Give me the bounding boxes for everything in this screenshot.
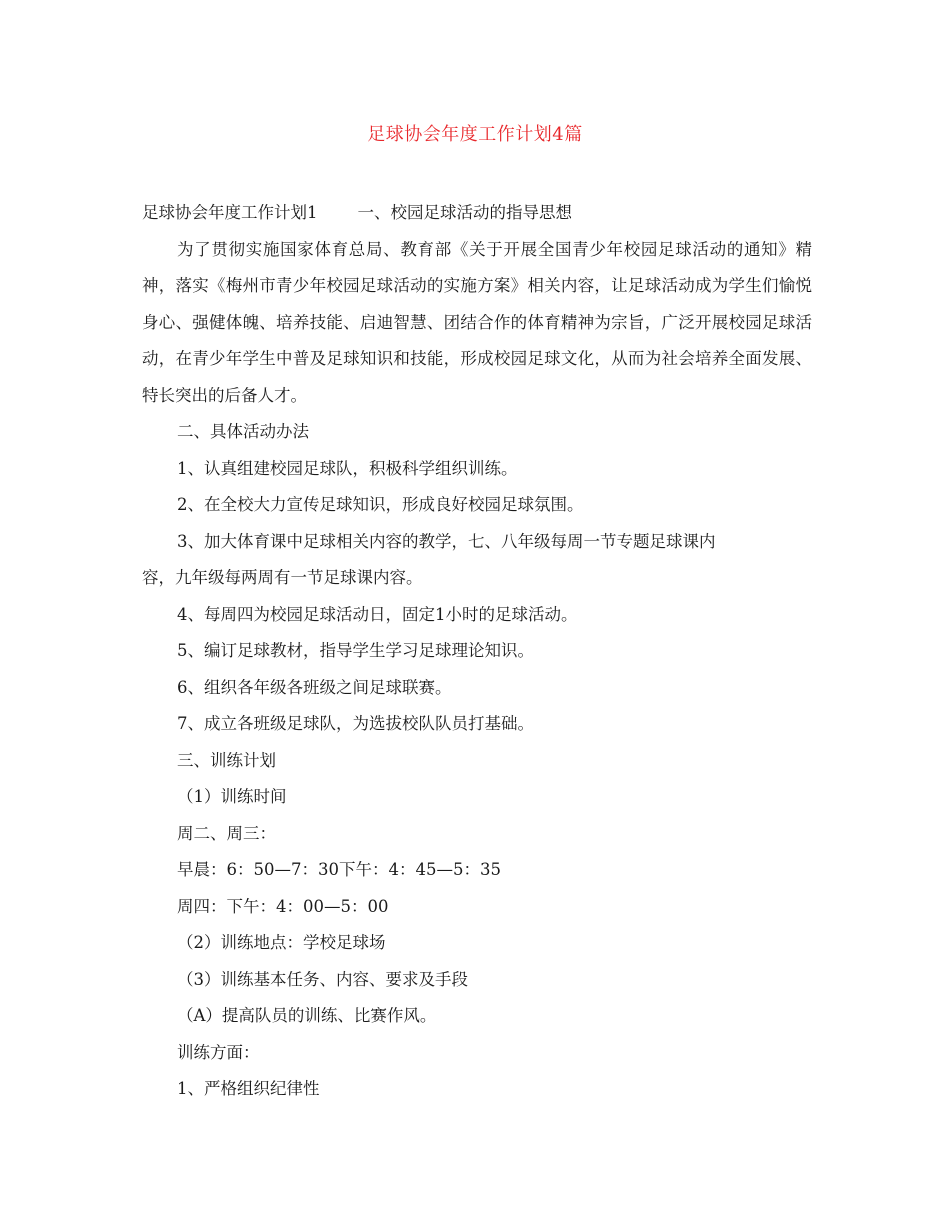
document-body bbox=[142, 195, 812, 1108]
section2-heading: 二、具体活动办法 bbox=[177, 422, 309, 441]
subsection-training-tasks: （3）训练基本任务、内容、要求及手段 bbox=[177, 969, 468, 989]
list-item-6: 6、组织各年级各班级之间足球联赛。 bbox=[177, 677, 452, 697]
list-item-2: 2、在全校大力宣传足球知识，形成良好校园足球氛围。 bbox=[177, 495, 584, 514]
schedule-line-1: 早晨：6：50—7：30下午：4：45—5：35 bbox=[177, 860, 501, 879]
list-item-7: 7、成立各班级足球队，为选拔校队队员打基础。 bbox=[177, 714, 534, 733]
subsection-training-location: （2）训练地点：学校足球场 bbox=[177, 933, 386, 952]
list-item-3-line1: 3、加大体育课中足球相关内容的教学，七、八年级每周一节专题足球课内 bbox=[177, 531, 716, 551]
training-days: 周二、周三： bbox=[177, 823, 276, 843]
list-item-4: 4、每周四为校园足球活动日，固定1小时的足球活动。 bbox=[177, 604, 578, 624]
subsection-a: （A）提高队员的训练、比赛作风。 bbox=[177, 1006, 437, 1025]
list-item-5: 5、编订足球教材，指导学生学习足球理论知识。 bbox=[177, 641, 534, 660]
list-item-1: 1、认真组建校园足球队，积极科学组织训练。 bbox=[177, 458, 518, 478]
discipline-item: 1、严格组织纪律性 bbox=[177, 1079, 320, 1098]
list-item-3-line2: 容，九年级每两周有一节足球课内容。 bbox=[142, 568, 423, 587]
subsection-training-time: （1）训练时间 bbox=[177, 787, 287, 806]
training-aspect-label: 训练方面： bbox=[177, 1042, 260, 1062]
schedule-line-2: 周四：下午：4：00—5：00 bbox=[177, 896, 389, 916]
section1-heading: 一、校园足球活动的指导思想 bbox=[357, 203, 572, 222]
section3-heading: 三、训练计划 bbox=[177, 750, 276, 770]
intro-paragraph: 为了贯彻实施国家体育总局、教育部《关于开展全国青少年校园足球活动的通知》精神，落实《梅州市青少年校园足球活动的实施方案》相关内容，让足球活动成为学生们愉悦身心、强健体魄、培养技能、启迪智慧、团结合作的体育精神为宗旨，广泛开展校园足球活动，在青少年学生中普及足球知识和技能，形成校园足球文化，从而为社会培养全面发展、特长突出的后备人才。 bbox=[142, 239, 812, 405]
heading-line bbox=[142, 195, 812, 232]
document-title: 足球协会年度工作计划4篇 bbox=[367, 124, 583, 145]
plan-heading: 足球协会年度工作计划1 bbox=[142, 203, 318, 222]
